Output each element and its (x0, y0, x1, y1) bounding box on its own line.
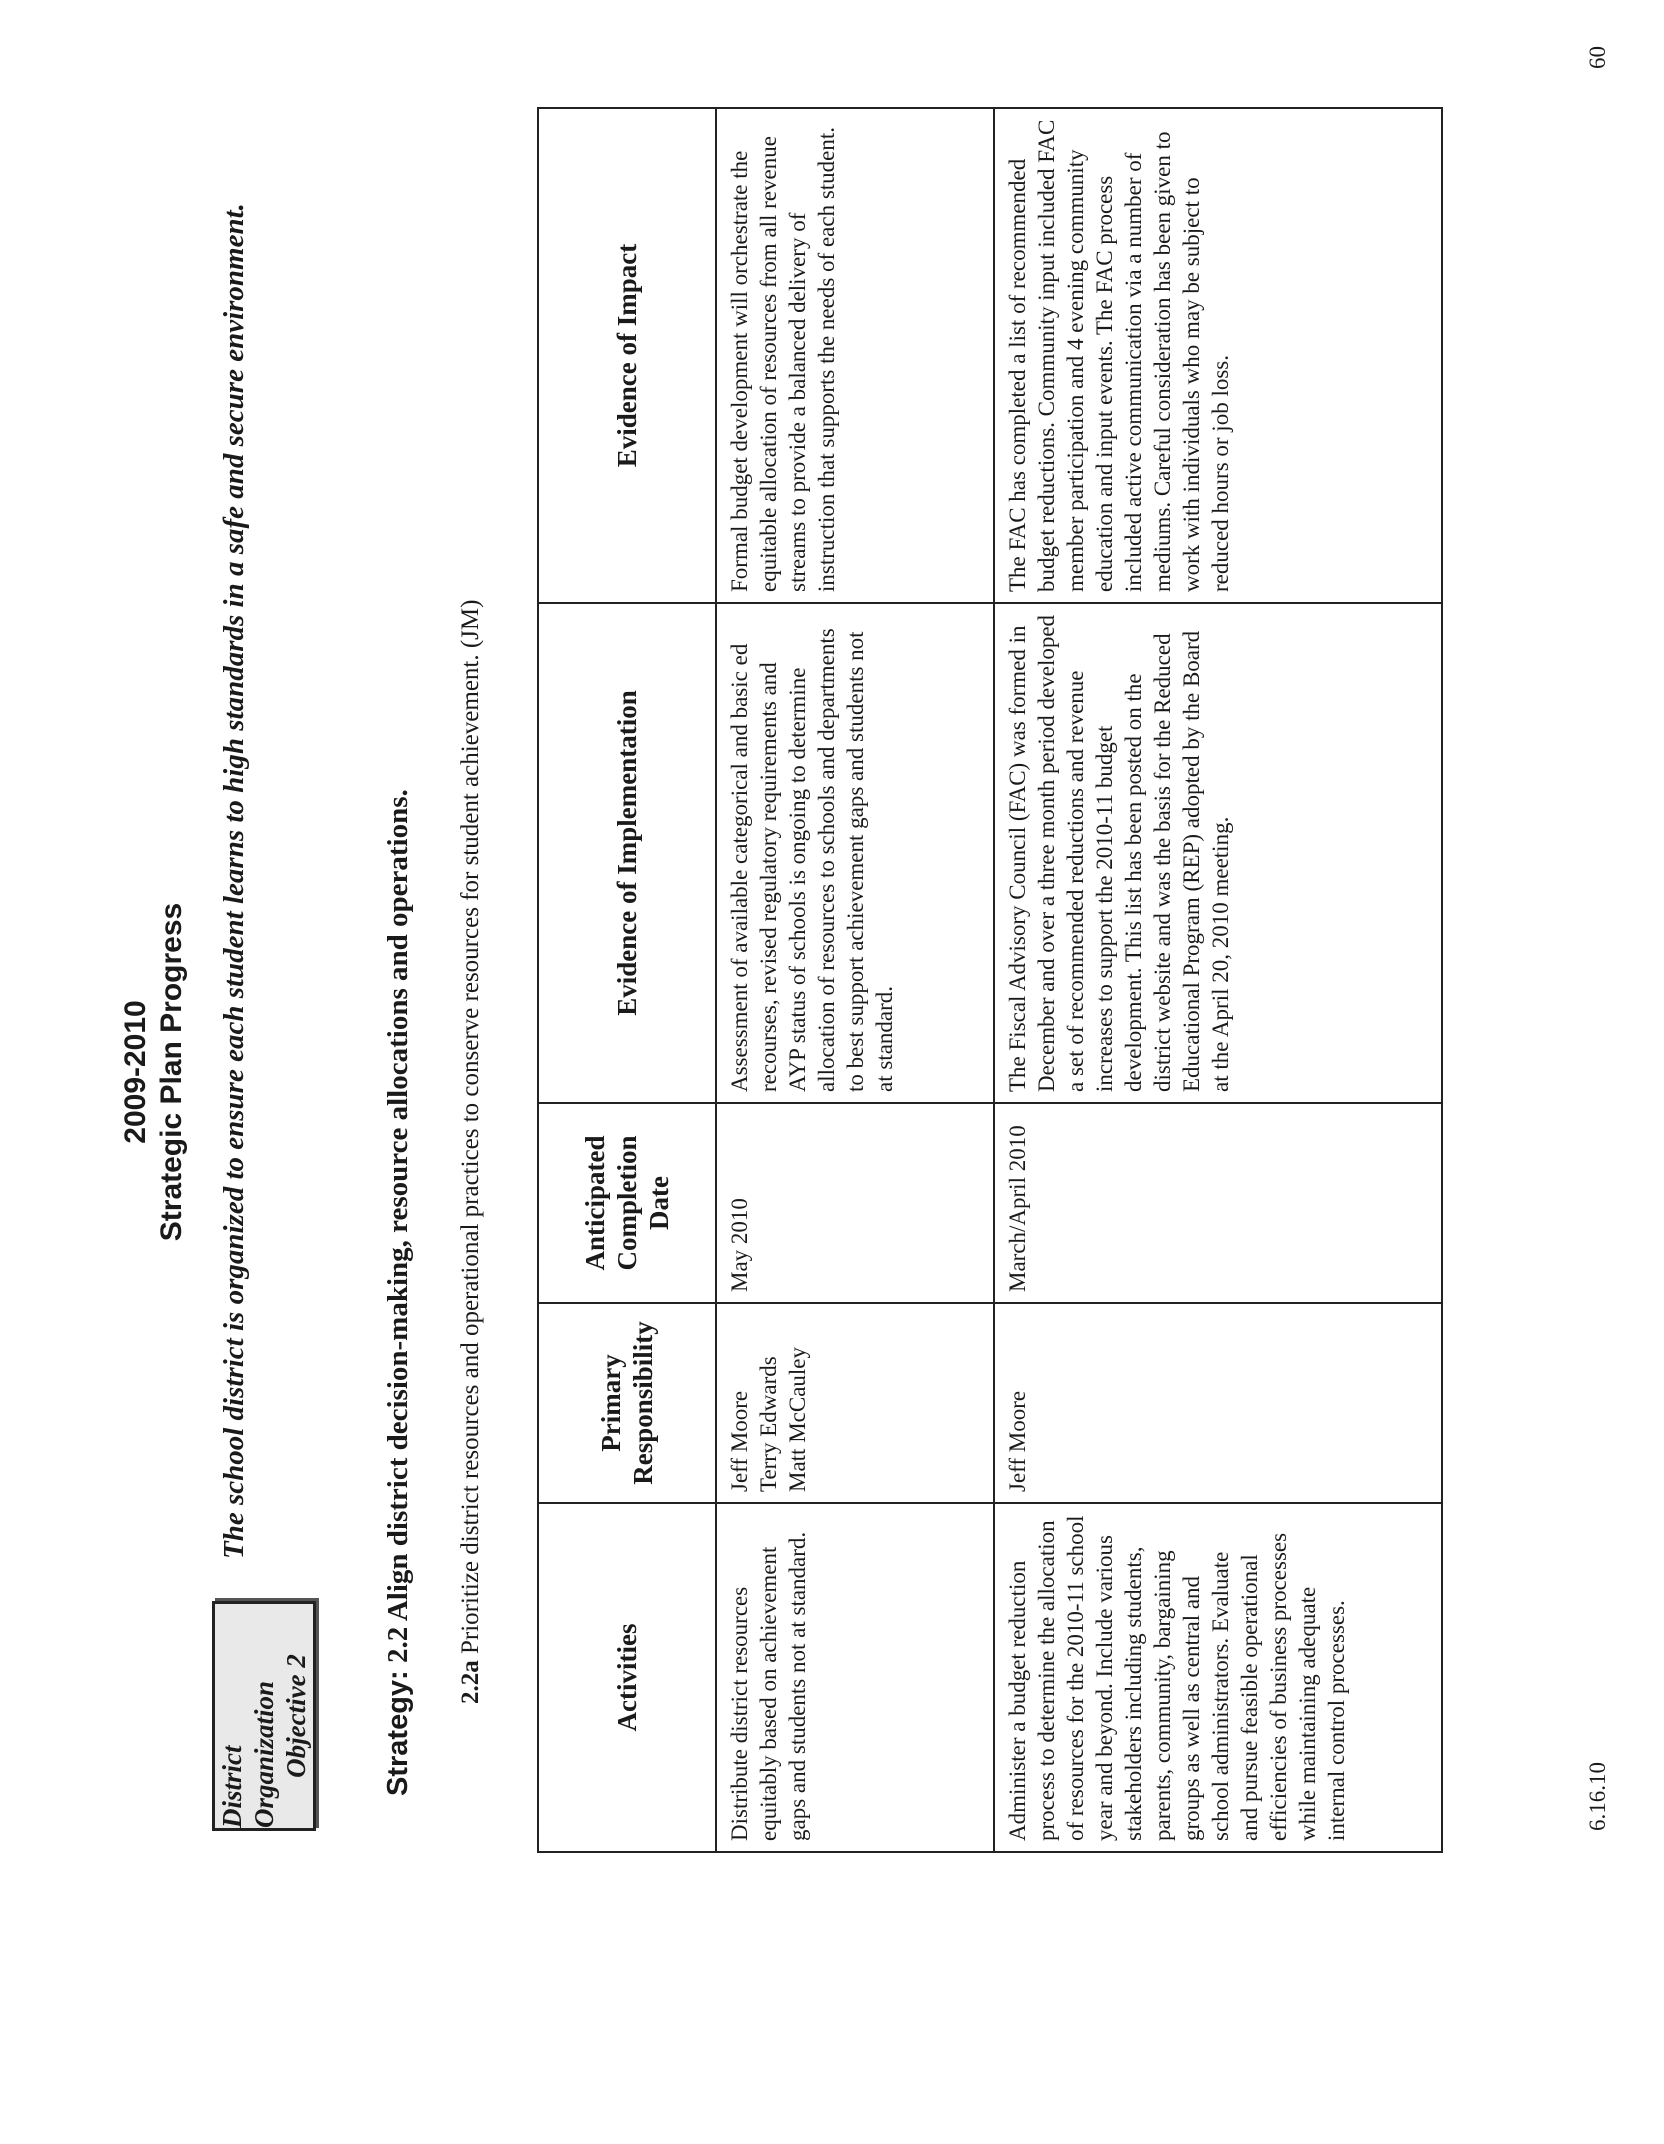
cell-impact: Formal budget development will orchestrate the equitable allocation of resources from all revenue streams to provide a balanced delivery of instruction that supports the needs of each student. (716, 108, 994, 603)
strategy-heading (380, 96, 416, 1796)
strategy-label: Strategy: (382, 1670, 414, 1796)
table-header-row (538, 108, 716, 1852)
substrategy (455, 4, 487, 1704)
header-impact: Evidence of Impact (538, 108, 716, 603)
cell-completion-date: March/April 2010 (994, 1103, 1442, 1303)
header-responsibility: Primary Responsibility (538, 1303, 716, 1503)
progress-table (537, 107, 1443, 1853)
strategy-text: 2.2 Align district decision-making, resource allocations and operations. (382, 789, 414, 1664)
page-title: Strategic Plan Progress (155, 902, 188, 1242)
header-activities: Activities (538, 1503, 716, 1852)
header-completion-date: Anticipated Completion Date (538, 1103, 716, 1303)
footer-date: 6.16.10 (1585, 1762, 1610, 1831)
objective-statement: The school district is organized to ensure each student learns to high standards in a safe and secure environment. (218, 203, 250, 1559)
page-number: 60 (1585, 46, 1610, 69)
cell-completion-date: May 2010 (716, 1103, 994, 1303)
title-block (118, 0, 190, 2144)
objective-label-line1: District Organization (217, 1680, 279, 1828)
cell-responsibility: Jeff Moore Terry Edwards Matt McCauley (716, 1303, 994, 1503)
table-row (994, 108, 1442, 1852)
substrategy-text: Prioritize district resources and operational practices to conserve resources for student achievement. (JM) (457, 599, 484, 1654)
objective-label-box (212, 1601, 316, 1831)
cell-activities: Administer a budget reduction process to determine the allocation of resources for the 2010-11 school year and beyond. Include various stakeholders including students, parents, community, bargaining groups as well as central and school administrators. Evaluate and pursue feasible operational efficiencies of business processes while maintaining adequate internal control processes. (994, 1503, 1442, 1852)
header-implementation: Evidence of Implementation (538, 603, 716, 1103)
cell-activities: Distribute district resources equitably based on achievement gaps and students not at standard. (716, 1503, 994, 1852)
cell-implementation: The Fiscal Advisory Council (FAC) was formed in December and over a three month period developed a set of recommended reductions and revenue increases to support the 2010-11 budget development. This list has been posted on the district website and was the basis for the Reduced Educational Program (REP) adopted by the Board at the April 20, 2010 meeting. (994, 603, 1442, 1103)
table-row (716, 108, 994, 1852)
cell-implementation: Assessment of available categorical and basic ed recourses, revised regulatory requirements and AYP status of schools is ongoing to determine allocation of resources to schools and departments to best support achievement gaps and students not at standard. (716, 603, 994, 1103)
cell-impact: The FAC has completed a list of recommended budget reductions. Community input included FAC member participation and 4 evening community education and input events. The FAC process included active communication via a number of mediums. Careful consideration has been given to work with individuals who may be subject to reduced hours or job loss. (994, 108, 1442, 603)
objective-label-line2: Objective 2 (281, 1654, 311, 1778)
cell-responsibility: Jeff Moore (994, 1303, 1442, 1503)
substrategy-number: 2.2a (457, 1660, 484, 1704)
plan-year: 2009-2010 (119, 1000, 152, 1144)
